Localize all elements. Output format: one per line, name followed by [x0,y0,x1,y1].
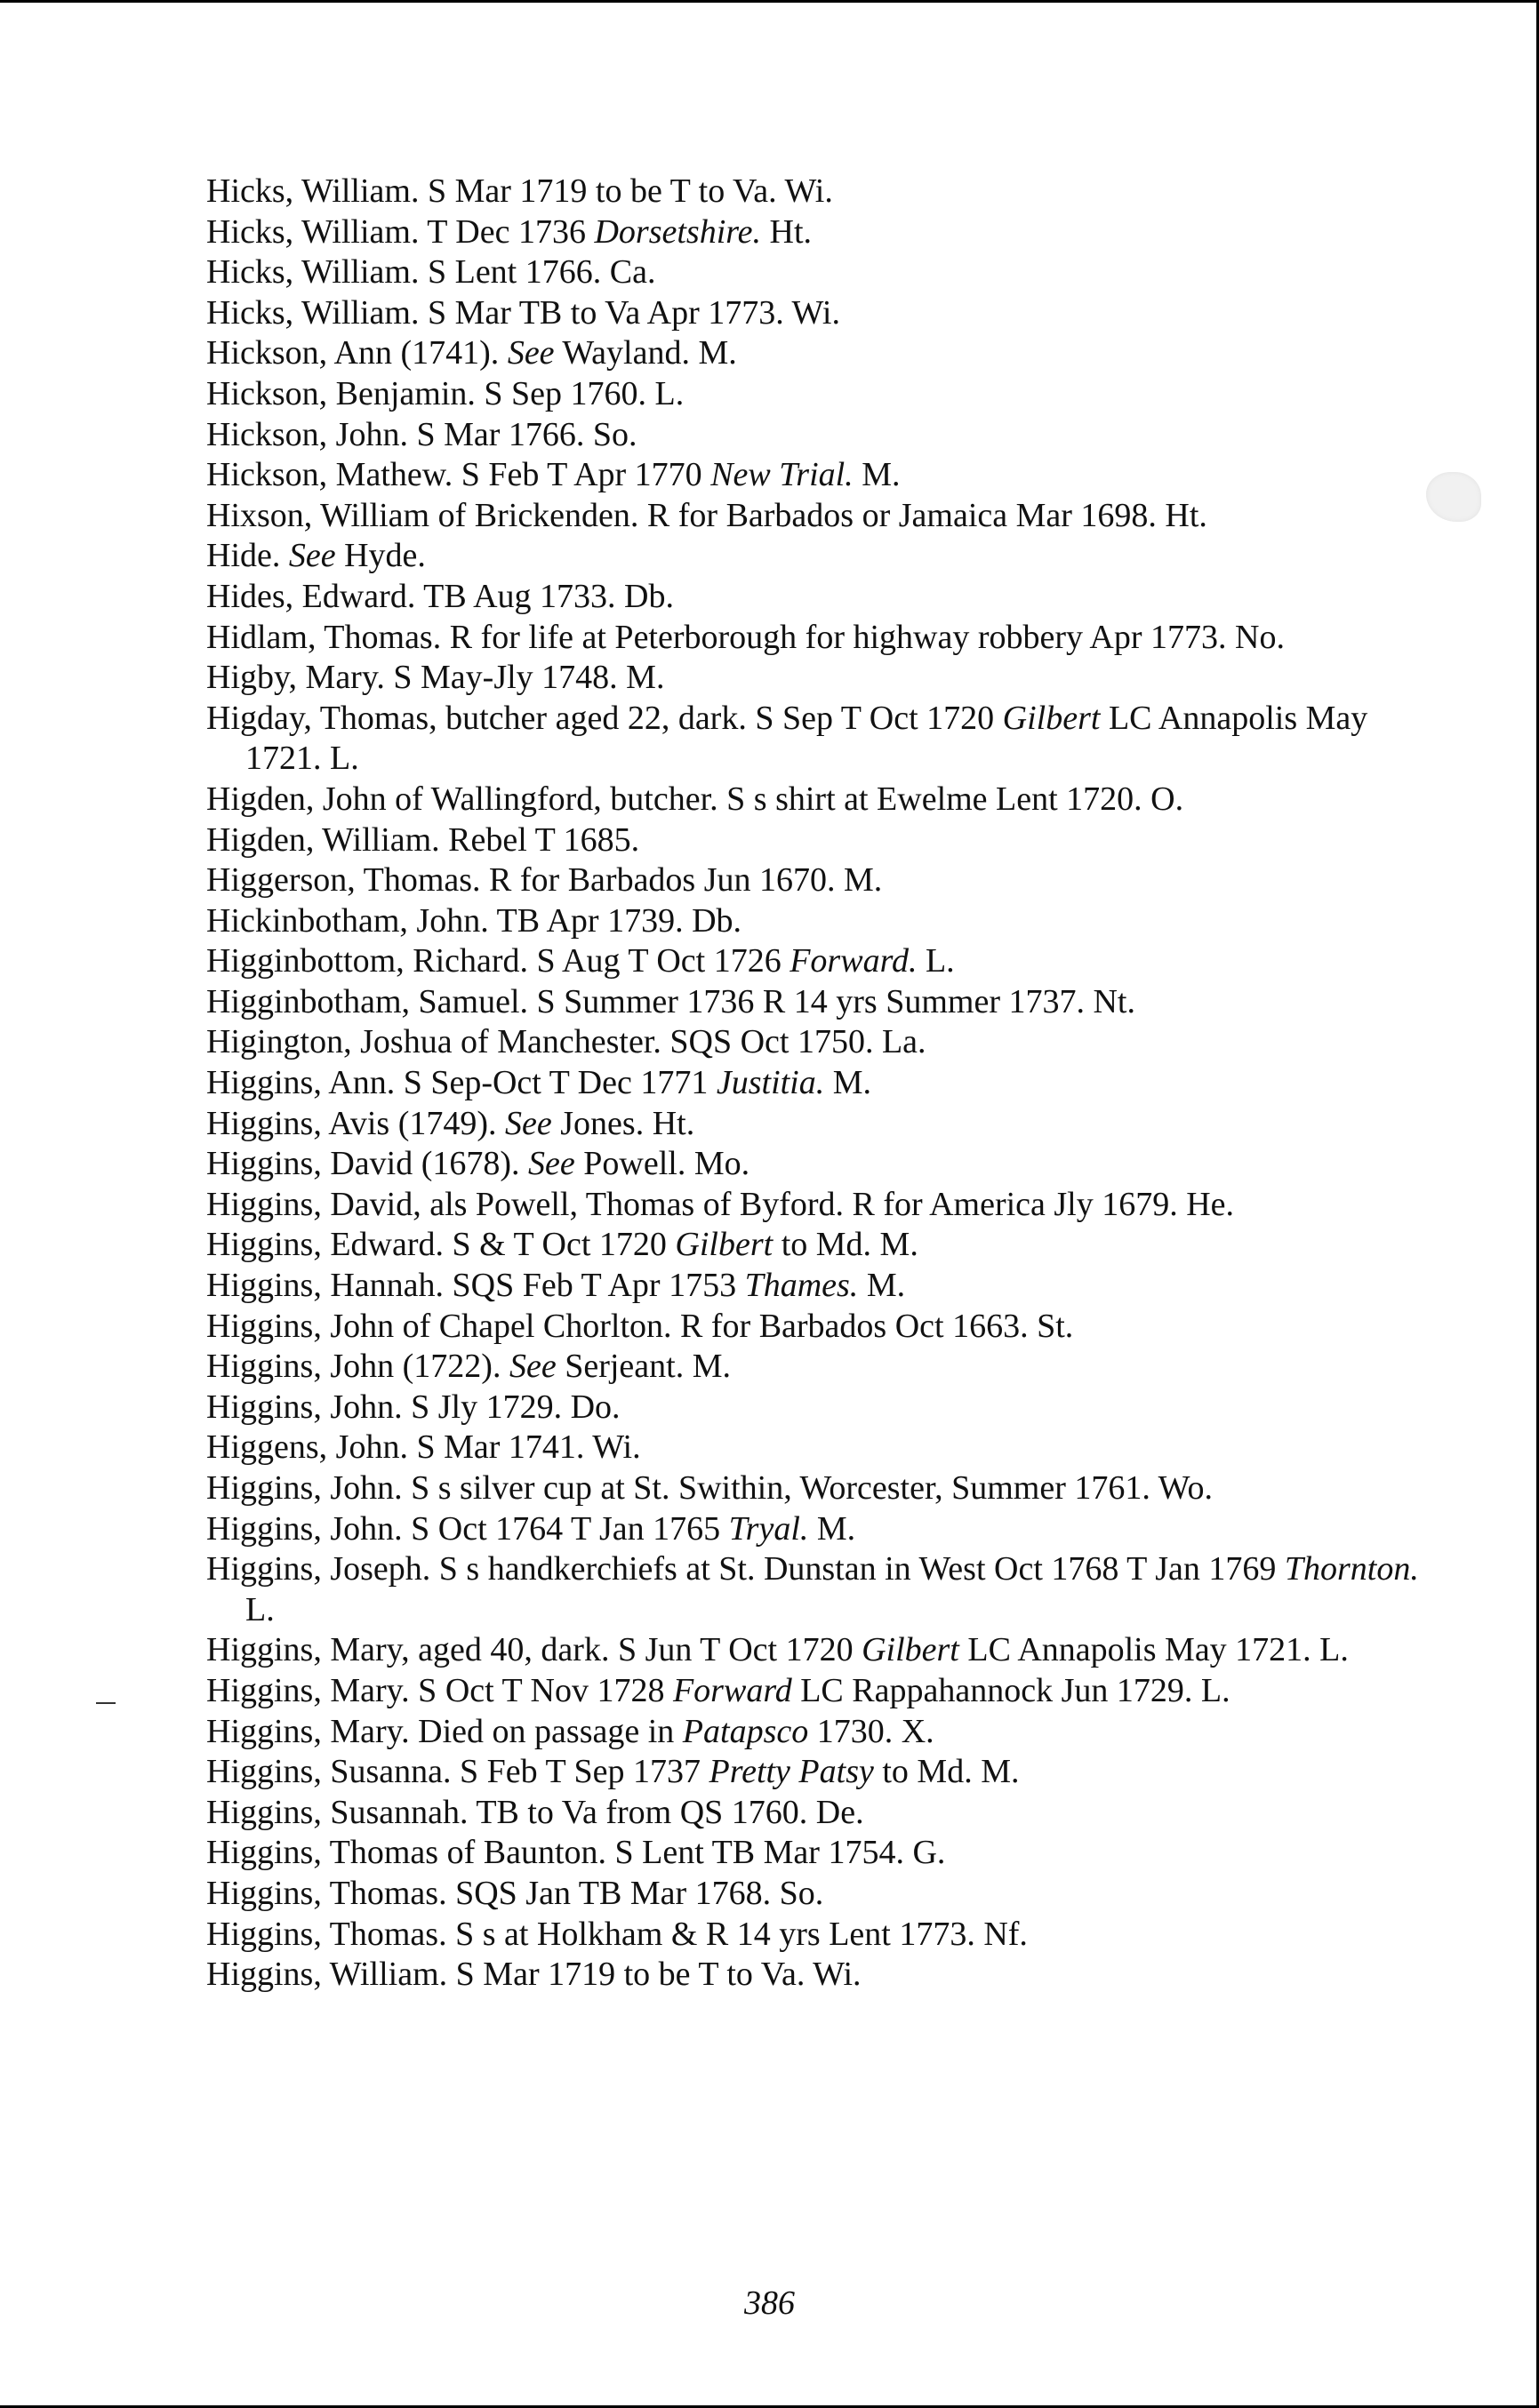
entry [206,901,1433,942]
entry-text: M. [808,1509,856,1548]
entry-text: M. [824,1064,872,1102]
entry [206,699,1433,780]
entry-text: Higgins, Mary, aged 40, dark. S Jun T Oct 1720 [206,1631,862,1669]
entry [206,1307,1433,1348]
entry [206,415,1433,456]
entry-text: Hidlam, Thomas. R for life at Peterborough for highway robbery Apr 1773. No. [206,618,1285,656]
entry-text: Higden, William. Rebel T 1685. [206,820,640,859]
entry [206,1225,1433,1266]
entry [206,1915,1433,1956]
entry-text: Wayland. M. [554,334,737,372]
entry [206,577,1433,618]
margin-stain [1426,472,1481,522]
entry [206,1833,1433,1874]
entry-text: Higgins, Hannah. SQS Feb T Apr 1753 [206,1267,745,1305]
entry-text: Hicks, William. S Mar 1719 to be T to Va. Wi. [206,172,833,210]
entry-italic-text: See [507,334,555,372]
entry-text: LC Annapolis May 1721. L. [245,699,1368,778]
entry [206,1793,1433,1834]
entry [206,982,1433,1023]
entry-text: 1730. X. [808,1712,934,1750]
entry-text: Higgins, John. S Jly 1729. Do. [206,1388,621,1426]
entry-italic-text: See [509,1348,557,1386]
entry-italic-text: Thames. [744,1267,859,1305]
entry-text: Higgins, Susanna. S Feb T Sep 1737 [206,1753,709,1791]
entry [206,496,1433,537]
entry-text: Higgins, Ann. S Sep-Oct T Dec 1771 [206,1064,717,1102]
entry [206,860,1433,901]
entry-text: Hicks, William. T Dec 1736 [206,212,595,251]
entry-text: Higgins, Edward. S & T Oct 1720 [206,1226,676,1264]
entry [206,212,1433,253]
entry-text: Higby, Mary. S May-Jly 1748. M. [206,659,665,697]
page-number: 386 [744,2284,795,2322]
entry-italic-text: Forward [672,1671,792,1709]
entry [206,618,1433,659]
entry-text: Powell. Mo. [574,1145,750,1183]
entry-text: Higgins, Thomas. SQS Jan TB Mar 1768. So. [206,1874,824,1912]
entry-text: Higgins, John. S s silver cup at St. Swithin, Worcester, Summer 1761. Wo. [206,1469,1213,1507]
entry-italic-text: Forward. [790,942,918,980]
entry-text: Hickson, John. S Mar 1766. So. [206,415,637,453]
entry [206,333,1433,374]
entry-text: Higgins, Thomas. S s at Holkham & R 14 yrs Lent 1773. Nf. [206,1915,1028,1953]
entry-text: Higington, Joshua of Manchester. SQS Oct 1750. La. [206,1023,926,1061]
entry-italic-text: Gilbert [862,1631,959,1669]
entry-text: Hicks, William. S Lent 1766. Ca. [206,253,656,292]
entry-text: Higgins, Joseph. S s handkerchiefs at St. Dunstan in West Oct 1768 T Jan 1769 [206,1550,1285,1588]
entry-text: Hixson, William of Brickenden. R for Barbados or Jamaica Mar 1698. Ht. [206,496,1207,534]
entry-list [206,172,1433,1996]
entry [206,374,1433,415]
entry [206,1671,1433,1712]
entry-text: Higgins, John of Chapel Chorlton. R for Barbados Oct 1663. St. [206,1307,1074,1345]
entry [206,1388,1433,1428]
entry [206,1468,1433,1509]
entry-italic-text: Thornton. [1284,1550,1419,1588]
entry-text: Hickinbotham, John. TB Apr 1739. Db. [206,901,742,940]
entry [206,1630,1433,1671]
entry [206,1428,1433,1468]
entry [206,293,1433,334]
entry-text: to Md. M. [873,1753,1020,1791]
entry-text: Jones. Ht. [551,1104,695,1142]
entry-text: Higday, Thomas, butcher aged 22, dark. S Sep T Oct 1720 [206,699,1003,737]
entry-text: L. [245,1590,275,1628]
entry [206,1063,1433,1104]
entry-italic-text: Tryal. [728,1509,809,1548]
entry [206,1104,1433,1145]
entry [206,1185,1433,1226]
entry [206,658,1433,699]
entry-text: Hicks, William. S Mar TB to Va Apr 1773. Wi. [206,293,840,332]
entry-text: Higgins, Mary. S Oct T Nov 1728 [206,1671,673,1709]
entry-text: Higgins, William. S Mar 1719 to be T to Va. Wi. [206,1956,862,1994]
entry-italic-text: Dorsetshire. [594,212,762,251]
entry-italic-text: Gilbert [1002,699,1101,737]
entry-text: Serjeant. M. [556,1348,731,1386]
entry-italic-text: See [505,1104,552,1142]
entry [206,1347,1433,1388]
entry-italic-text: Gilbert [675,1226,774,1264]
entry-text: Ht. [761,212,813,251]
entry-text: Higgerson, Thomas. R for Barbados Jun 1670. M. [206,861,883,900]
entry-italic-text: Justitia. [716,1064,825,1102]
entry-text: Hyde. [335,537,426,575]
entry [206,252,1433,293]
entry-text: Higgens, John. S Mar 1741. Wi. [206,1428,641,1467]
entry [206,1874,1433,1915]
entry [206,780,1433,820]
entry [206,455,1433,496]
entry [206,1509,1433,1550]
entry-italic-text: New Trial. [710,456,854,494]
entry-text: L. [917,942,955,980]
entry-text: M. [858,1267,906,1305]
entry [206,1712,1433,1753]
entry-text: LC Rappahannock Jun 1729. L. [791,1671,1230,1709]
entry-text: LC Annapolis May 1721. L. [958,1631,1349,1669]
entry [206,941,1433,982]
entry-text: Hide. [206,537,289,575]
entry [206,1144,1433,1185]
entry-text: Higgins, David, als Powell, Thomas of Byford. R for America Jly 1679. He. [206,1185,1235,1223]
entry-italic-text: See [288,537,336,575]
entry-italic-text: See [528,1145,575,1183]
entry-text: Higgins, Avis (1749). [206,1104,506,1142]
entry-italic-text: Pretty Patsy [709,1753,874,1791]
entry-text: Higgins, David (1678). [206,1145,529,1183]
entry [206,1955,1433,1996]
entry-text: Hickson, Benjamin. S Sep 1760. L. [206,374,685,412]
entry [206,536,1433,577]
entry [206,1266,1433,1307]
entry-text: Higgins, John. S Oct 1764 T Jan 1765 [206,1509,729,1548]
entry-text: to Md. M. [773,1226,918,1264]
entry-text: Higgins, Mary. Died on passage in [206,1712,683,1750]
entry [206,820,1433,861]
entry-text: Higginbottom, Richard. S Aug T Oct 1726 [206,942,790,980]
entry [206,172,1433,212]
entry-italic-text: Patapsco [682,1712,809,1750]
entry-text: Hides, Edward. TB Aug 1733. Db. [206,577,674,615]
entry [206,1549,1433,1630]
entry [206,1022,1433,1063]
entry-text: M. [853,456,901,494]
entry-text: Hickson, Mathew. S Feb T Apr 1770 [206,456,711,494]
entry-text: Higginbotham, Samuel. S Summer 1736 R 14 yrs Summer 1737. Nt. [206,982,1135,1020]
entry-text: Higgins, John (1722). [206,1348,509,1386]
entry-text: Hickson, Ann (1741). [206,334,508,372]
entry-text: Higgins, Thomas of Baunton. S Lent TB Mar 1754. G. [206,1834,946,1872]
entry [206,1752,1433,1793]
margin-dash-mark [96,1702,116,1704]
entry-text: Higgins, Susannah. TB to Va from QS 1760. De. [206,1793,864,1831]
entry-text: Higden, John of Wallingford, butcher. S s shirt at Ewelme Lent 1720. O. [206,780,1184,818]
